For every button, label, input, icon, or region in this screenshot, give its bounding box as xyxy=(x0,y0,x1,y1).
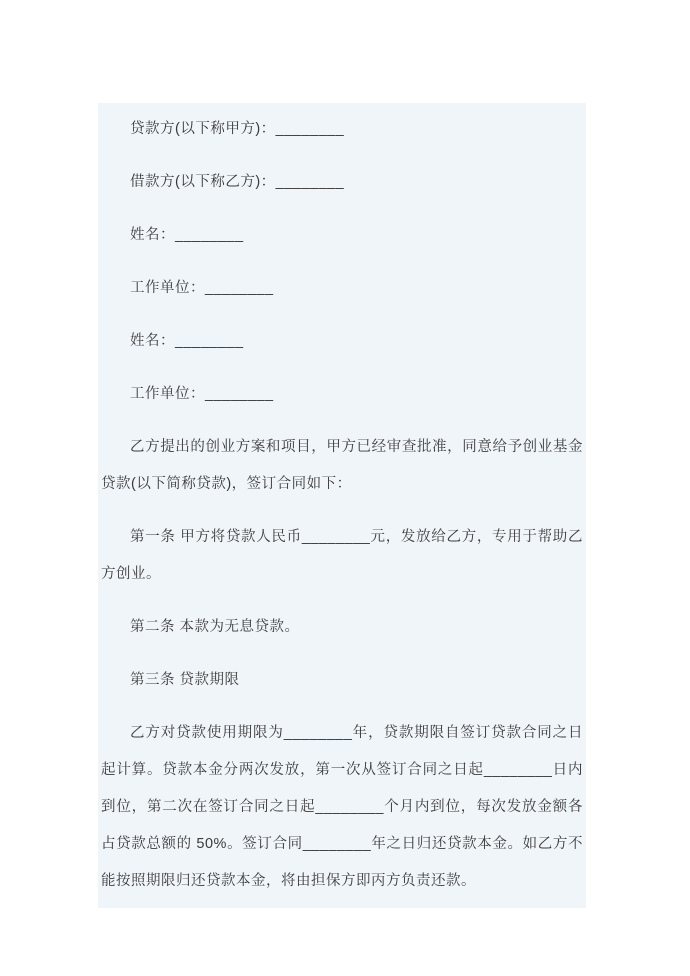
field-line-work-unit-1: 工作单位：________ xyxy=(130,280,274,296)
field-line-name-1: 姓名：________ xyxy=(130,227,244,243)
contract-document-panel xyxy=(98,103,586,908)
clause-3-body-loan-term: 乙方对贷款使用期限为________年，贷款期限自签订贷款合同之日起计算。贷款本金分两次发放，第一次从签订合同之日起________日内到位，第二次在签订合同之日起________个月内到位，每次发放金额各占贷款总额的 50%。签订合同________年之日归还贷款本金。如乙方不能按照期限归还贷款本金，将由担保方即丙方负责还款。 xyxy=(101,725,583,889)
field-line-lender: 贷款方(以下称甲方)：________ xyxy=(130,121,345,137)
intro-paragraph: 乙方提出的创业方案和项目，甲方已经审查批准，同意给予创业基金贷款(以下简称贷款)，签订合同如下： xyxy=(101,439,583,492)
field-line-work-unit-2: 工作单位：________ xyxy=(130,386,274,402)
clause-3-title-loan-term: 第三条 贷款期限 xyxy=(130,672,240,688)
field-line-borrower: 借款方(以下称乙方)：________ xyxy=(130,174,345,190)
clause-2-interest-free: 第二条 本款为无息贷款。 xyxy=(130,619,300,635)
field-line-name-2: 姓名：________ xyxy=(130,333,244,349)
clause-1-loan-amount: 第一条 甲方将贷款人民币________元，发放给乙方，专用于帮助乙方创业。 xyxy=(101,529,583,582)
